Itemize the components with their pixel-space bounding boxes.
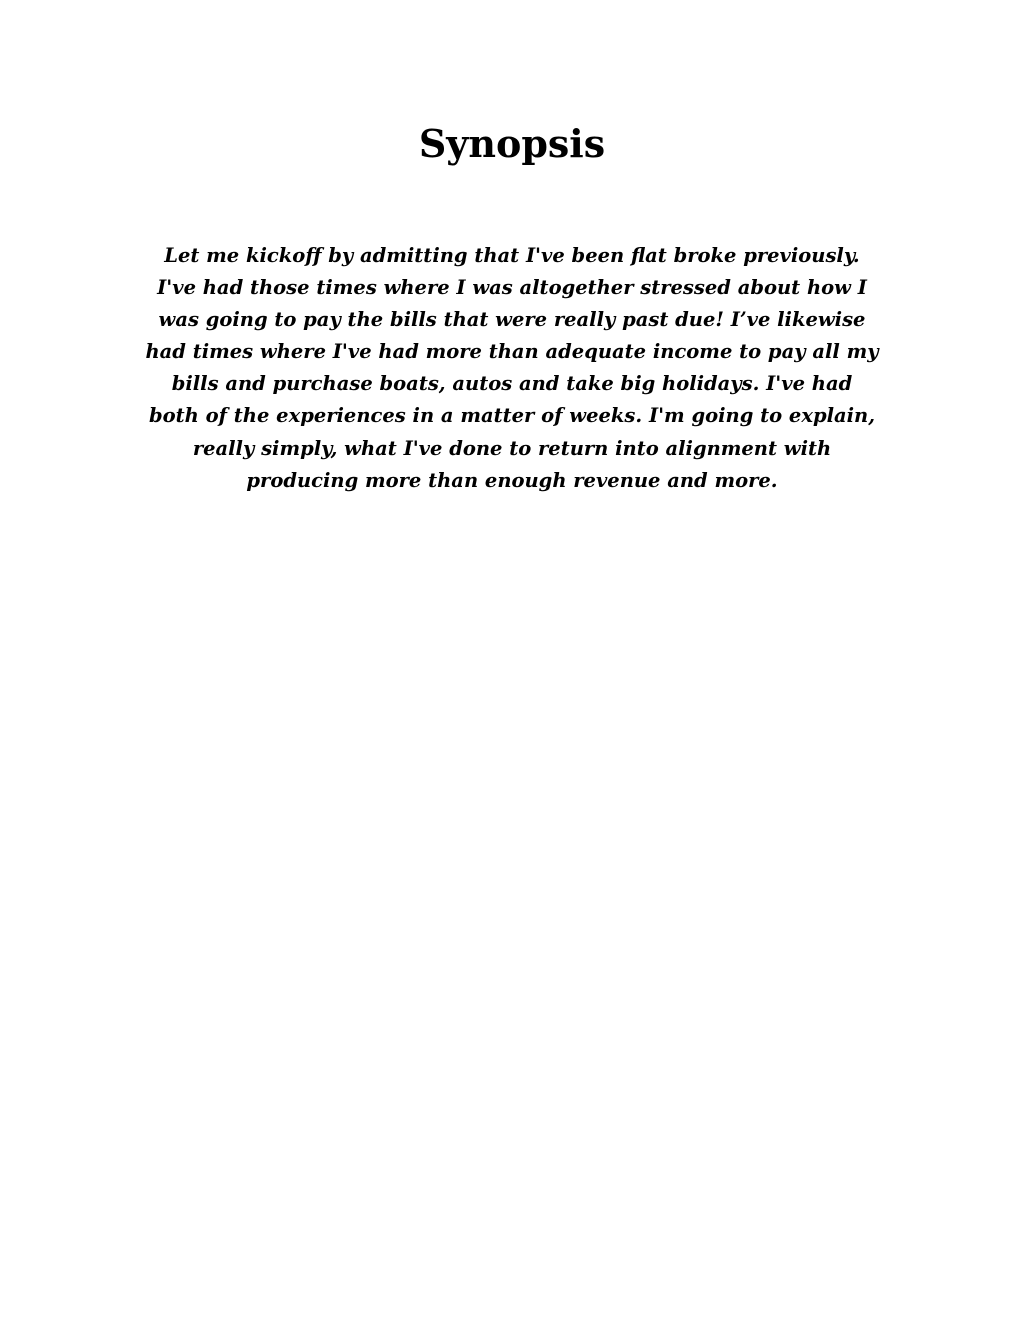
page-title: Synopsis <box>418 121 606 166</box>
synopsis-paragraph: Let me kickoff by admitting that I've been flat broke previously. I've had those times where I was altogether stressed about how I was going to pay the bills that were really past due! I’ve likewise had times where I've had more than adequate income to pay all my bills and purchase boats, autos and take big holidays. I've had both of the experiences in a matter of weeks. I'm going to explain, really simply, what I've done to return into alignment with producing more than enough revenue and more. <box>145 244 879 492</box>
